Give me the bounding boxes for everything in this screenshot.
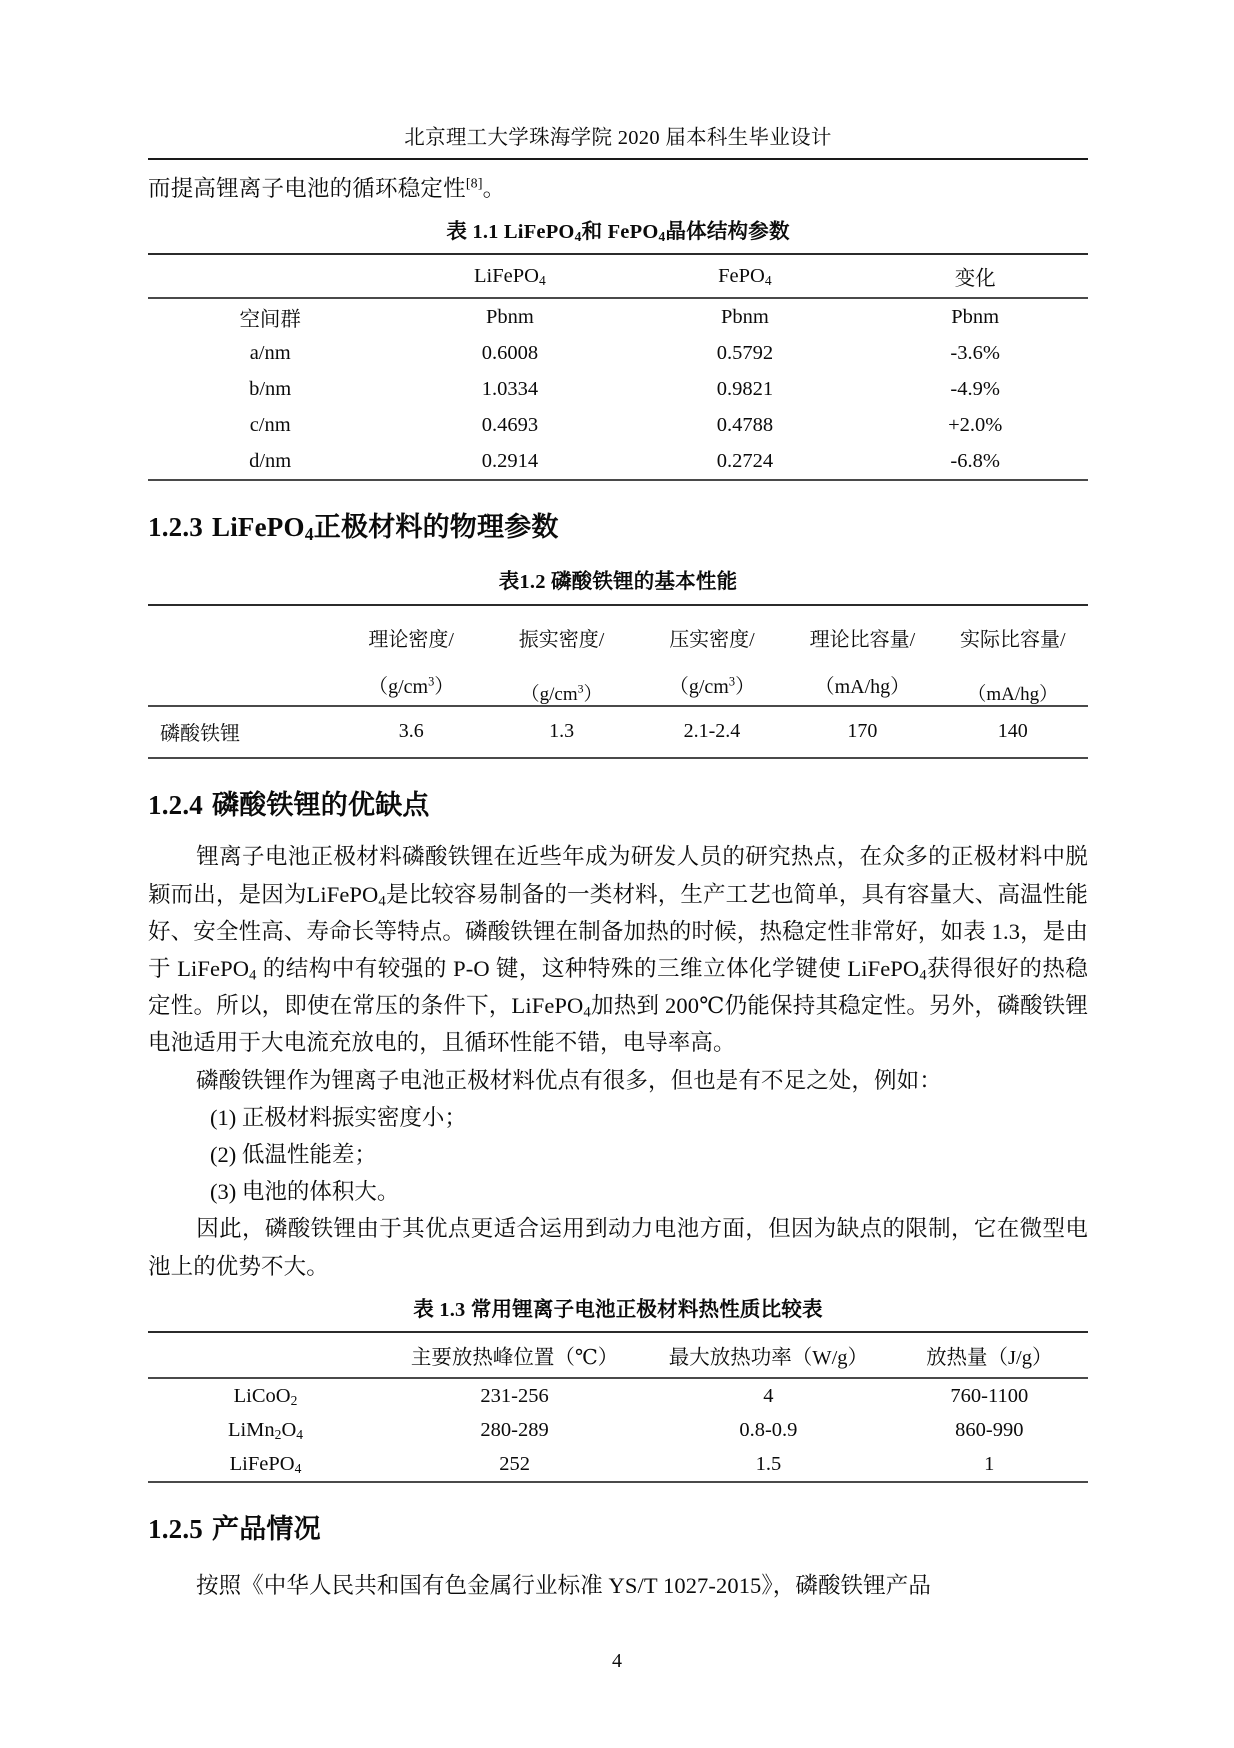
cell-fepo4: 0.2724 xyxy=(716,449,774,472)
cell-actual-capacity: 140 xyxy=(997,720,1028,743)
cell-row-label: b/nm xyxy=(249,377,292,400)
page-content xyxy=(148,126,1088,1604)
para-text-4: 获得很好的热稳定性。所以，即使在常压的条件下， xyxy=(148,955,1088,1019)
cell-change: -3.6% xyxy=(950,341,1000,364)
cell-lifepo4: 0.2914 xyxy=(481,449,539,472)
cell-change: -4.9% xyxy=(950,377,1000,400)
cell-row-label: 空间群 xyxy=(239,309,301,332)
caption-suffix: 晶体结构参数 xyxy=(665,220,790,243)
cell-peak: 280-289 xyxy=(480,1418,549,1441)
heading-number: 1.2.3 xyxy=(148,512,203,543)
header-unit-actual-capacity: （mA/hg） xyxy=(967,683,1059,705)
page-number: 4 xyxy=(612,1650,622,1672)
caption-mid: 和 FePO xyxy=(581,220,659,243)
carryover-line xyxy=(148,170,1088,207)
cell-lifepo4: 0.6008 xyxy=(481,341,539,364)
table-row xyxy=(148,371,1088,407)
heading-title: 产品情况 xyxy=(212,1514,321,1545)
header-theoretical-capacity: 理论比容量/ xyxy=(809,628,916,651)
cell-change: -6.8% xyxy=(950,449,1000,472)
formula-lifepo4: LiFePO xyxy=(847,955,920,981)
formula-sub: 4 xyxy=(249,967,257,984)
cell-heat: 1 xyxy=(984,1452,995,1475)
header-rule xyxy=(148,158,1088,160)
heading-title: 正极材料的物理参数 xyxy=(313,512,559,543)
cell-lifepo4: 0.4693 xyxy=(481,413,539,436)
cell-fepo4: 0.9821 xyxy=(716,377,774,400)
para-text-2: 是比较容易制备的一类材料，生产工艺也简单，具有容量大、高温性能好、安全性高、寿命长等特点。磷酸铁锂在制备加热的时候，热稳定性非常好，如表 1.3，是由于 xyxy=(148,881,1088,981)
header-max-power: 最大放热功率（W/g） xyxy=(668,1347,869,1370)
table-1-2-header-row-1 xyxy=(148,605,1088,655)
table-1-3-caption: 表 1.3 常用锂离子电池正极材料热性质比较表 xyxy=(413,1298,823,1321)
table-1-3-header-row xyxy=(148,1332,1088,1378)
caption-prefix: 表 1.1 xyxy=(446,220,504,243)
formula-sub: 4 xyxy=(919,967,927,984)
header-unit-theoretical-density: $(g/cm^3)$ xyxy=(368,673,455,698)
para-text-1: 锂离子电池正极材料磷酸铁锂在近些年成为研发人员的研究热点，在众多的正极材料中脱颖而出，是因为 xyxy=(148,844,1088,907)
para-text: 按照《中华人民共和国有色金属行业标准 YS/T 1027-2015》，磷酸铁锂产品 xyxy=(196,1573,931,1599)
header-cell-blank xyxy=(148,605,336,655)
table-1-1-caption xyxy=(148,219,1088,246)
header-heat-release: 放热量（J/g） xyxy=(926,1347,1053,1370)
heading-number: 1.2.5 xyxy=(148,1514,203,1545)
paragraph-product-standard xyxy=(148,1567,1088,1604)
heading-formula-sub: 4 xyxy=(304,524,314,545)
cell-power: 4 xyxy=(763,1384,774,1407)
para-text-5: 加热到 200℃仍能保持其稳定性。另外，磷酸铁锂电池适用于大电流充放电的，且循环性能不错，电导率高。 xyxy=(148,993,1088,1056)
header-cell-change: 变化 xyxy=(954,268,996,291)
heading-1-2-4 xyxy=(148,789,1088,823)
header-cell-fepo4: FePO$_4$ xyxy=(718,264,772,288)
table-1-2-header-row-2 xyxy=(148,655,1088,706)
cell-fepo4: Pbnm xyxy=(720,305,769,328)
cell-change: Pbnm xyxy=(951,305,1000,328)
paragraph-disadvantages-intro xyxy=(148,1062,1088,1099)
cell-material-label: 磷酸铁锂 xyxy=(160,723,240,746)
caption-formula-a: LiFePO xyxy=(503,220,575,243)
caption-formula-b-sub: 4 xyxy=(658,228,666,244)
cell-heat: 860-990 xyxy=(955,1418,1024,1441)
table-row xyxy=(148,407,1088,443)
formula-sub: 4 xyxy=(378,892,386,909)
cell-lifepo4: Pbnm xyxy=(485,305,534,328)
para-text: 因此，磷酸铁锂由于其优点更适合运用到动力电池方面，但因为缺点的限制，它在微型电池上的优势不大。 xyxy=(148,1216,1088,1279)
cell-compacted-density: 2.1-2.4 xyxy=(683,720,741,743)
cell-lifepo4: 1.0334 xyxy=(481,377,539,400)
table-row xyxy=(148,706,1088,758)
formula-lifepo4: LiFePO xyxy=(177,955,250,981)
formula-sub: 4 xyxy=(583,1004,591,1021)
table-1-3 xyxy=(148,1331,1088,1483)
cell-change: +2.0% xyxy=(948,413,1003,436)
cell-power: 1.5 xyxy=(755,1452,782,1475)
cell-theoretical-density: 3.6 xyxy=(398,720,424,743)
table-row xyxy=(148,1413,1088,1447)
header-cell-lifepo4: LiFePO$_4$ xyxy=(474,264,546,288)
caption-formula-a-sub: 4 xyxy=(574,228,582,244)
heading-formula: LiFePO xyxy=(212,512,305,543)
cell-row-label: d/nm xyxy=(249,449,292,472)
cell-peak: 252 xyxy=(499,1452,530,1475)
cell-fepo4: 0.4788 xyxy=(716,413,774,436)
table-1-1-header-row xyxy=(148,254,1088,298)
para-text-3: 的结构中有较强的 P-O 键，这种特殊的三维立体化学键使 xyxy=(256,955,848,981)
table-1-2 xyxy=(148,604,1088,759)
cell-fepo4: 0.5792 xyxy=(716,341,774,364)
header-compacted-density: 压实密度/ xyxy=(669,628,755,651)
citation-marker: [8] xyxy=(465,176,483,192)
table-1-2-caption: 表1.2 磷酸铁锂的基本性能 xyxy=(498,570,738,593)
header-unit-blank xyxy=(148,655,336,706)
running-header: 北京理工大学珠海学院 2020 届本科生毕业设计 xyxy=(404,127,832,149)
header-tap-density: 振实密度/ xyxy=(518,628,605,651)
table-row xyxy=(148,335,1088,371)
list-item: (2) 低温性能差； xyxy=(210,1142,377,1167)
cell-material: LiFePO$_4$ xyxy=(229,1452,302,1476)
heading-number: 1.2.4 xyxy=(148,789,203,820)
formula-lifepo4: LiFePO xyxy=(306,881,379,907)
formula-lifepo4: LiFePO xyxy=(511,993,584,1019)
list-item: (1) 正极材料振实密度小； xyxy=(210,1104,467,1130)
heading-1-2-3 xyxy=(148,511,1088,545)
cell-heat: 760-1100 xyxy=(950,1384,1029,1407)
heading-title: 磷酸铁锂的优缺点 xyxy=(212,789,430,820)
para-text: 磷酸铁锂作为锂离子电池正极材料优点有很多，但也是有不足之处，例如： xyxy=(196,1067,942,1093)
cell-power: 0.8-0.9 xyxy=(739,1418,798,1441)
table-row xyxy=(148,1378,1088,1413)
heading-1-2-5 xyxy=(148,1513,1088,1547)
cell-material: $LiMn_2O_4$ xyxy=(227,1418,304,1442)
header-unit-tap-density: $(g/cm^3)$ xyxy=(520,682,603,705)
cell-row-label: c/nm xyxy=(249,413,291,436)
cell-material: LiCoO$_2$ xyxy=(233,1384,298,1408)
header-unit-theoretical-capacity: （mA/hg） xyxy=(814,675,911,698)
table-row xyxy=(148,1447,1088,1482)
header-theoretical-density: 理论密度/ xyxy=(368,628,454,651)
header-peak-position: 主要放热峰位置（℃） xyxy=(410,1347,619,1370)
paragraph-conclusion xyxy=(148,1210,1088,1284)
header-cell-blank xyxy=(148,1332,383,1378)
carryover-period: 。 xyxy=(482,175,506,201)
list-item: (3) 电池的体积大。 xyxy=(210,1179,400,1205)
cell-tap-density: 1.3 xyxy=(549,720,575,743)
table-row xyxy=(148,298,1088,335)
cell-row-label: a/nm xyxy=(249,341,291,364)
header-unit-compacted-density: $(g/cm^3)$ xyxy=(668,673,756,698)
header-actual-capacity: 实际比容量/ xyxy=(960,628,1066,651)
table-row xyxy=(148,443,1088,480)
cell-peak: 231-256 xyxy=(480,1384,549,1407)
cell-theoretical-capacity: 170 xyxy=(847,720,878,743)
paragraph-advantages xyxy=(148,838,1088,1061)
carryover-text: 而提高锂离子电池的循环稳定性 xyxy=(148,175,466,201)
header-cell-blank xyxy=(148,254,392,298)
table-1-1 xyxy=(148,253,1088,481)
